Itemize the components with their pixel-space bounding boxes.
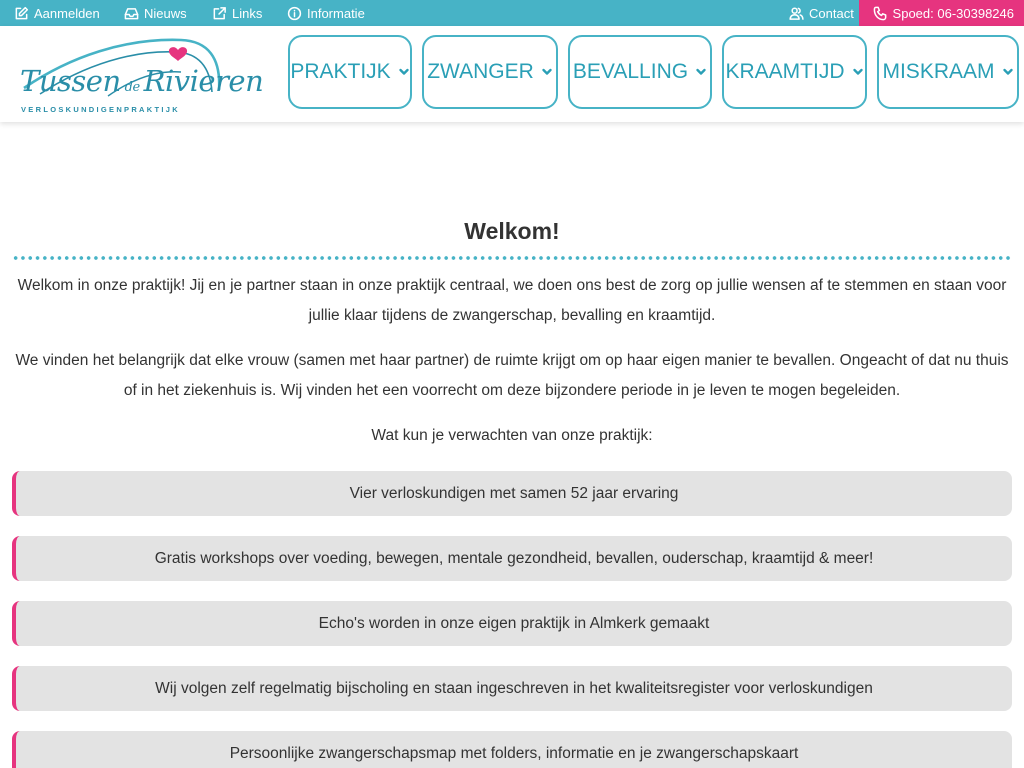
- feature-card-text: Wij volgen zelf regelmatig bijscholing en staan ingeschreven in het kwaliteitsregister voor verloskundigen: [155, 679, 873, 697]
- nav-praktijk[interactable]: [288, 35, 412, 109]
- logo-word-rivieren: Rivieren: [143, 64, 264, 98]
- intro-paragraph: Welkom in onze praktijk! Jij en je partner staan in onze praktijk centraal, we doen ons best de zorg op jullie wensen af te stemmen en staan voor jullie klaar tijdens de zwangerschap, bevalling en kraamtijd.: [17, 277, 1007, 324]
- aanmelden-label: Aanmelden: [34, 5, 100, 21]
- nav-miskraam-label: MISKRAAM: [882, 60, 995, 83]
- top-bar: [0, 0, 1024, 26]
- contact-label: Contact: [809, 5, 854, 21]
- inbox-icon: [124, 6, 139, 21]
- links-label: Links: [232, 5, 263, 21]
- nieuws-label: Nieuws: [144, 5, 187, 21]
- site-logo[interactable]: [16, 34, 264, 116]
- nav-zwanger-label: ZWANGER: [427, 60, 534, 83]
- nav-kraamtijd[interactable]: [722, 35, 867, 109]
- spoed-label: Spoed: 06-30398246: [892, 5, 1014, 21]
- feature-card: [12, 666, 1012, 711]
- spoed-link[interactable]: [859, 0, 1024, 26]
- feature-card: [12, 471, 1012, 516]
- external-link-icon: [212, 6, 227, 21]
- logo-subtitle: VERLOSKUNDIGENPRAKTIJK: [21, 105, 180, 114]
- site-header: [0, 26, 1024, 122]
- phone-icon: [873, 6, 888, 21]
- nav-bevalling-label: BEVALLING: [572, 60, 689, 83]
- edit-icon: [14, 6, 29, 21]
- info-icon: [287, 6, 302, 21]
- dotted-divider: [12, 256, 1012, 260]
- chevron-down-icon: [1002, 66, 1014, 78]
- logo-word-tussen: Tussen: [20, 64, 121, 98]
- links-link[interactable]: [212, 0, 262, 26]
- feature-card-text: Gratis workshops over voeding, bewegen, mentale gezondheid, bevallen, ouderschap, kraamtijd & meer!: [154, 549, 874, 567]
- contact-link[interactable]: [789, 0, 854, 26]
- nav-miskraam[interactable]: [877, 35, 1019, 109]
- page-title: Welkom!: [464, 218, 560, 244]
- nav-kraamtijd-label: KRAAMTIJD: [725, 60, 845, 83]
- feature-card: [12, 731, 1012, 768]
- feature-card-text: Persoonlijke zwangerschapsmap met folders, informatie en je zwangerschapskaart: [229, 744, 799, 762]
- nav-zwanger[interactable]: [422, 35, 558, 109]
- informatie-link[interactable]: [287, 0, 365, 26]
- chevron-down-icon: [541, 66, 553, 78]
- users-icon: [789, 6, 804, 21]
- nav-praktijk-label: PRAKTIJK: [290, 60, 391, 83]
- heart-icon: [169, 47, 187, 61]
- feature-card: [12, 601, 1012, 646]
- feature-card-text: Vier verloskundigen met samen 52 jaar ervaring: [349, 484, 679, 502]
- feature-card-text: Echo's worden in onze eigen praktijk in Almkerk gemaakt: [318, 614, 710, 632]
- birth-choice-paragraph: We vinden het belangrijk dat elke vrouw (samen met haar partner) de ruimte krijgt om op haar eigen manier te bevallen. Ongeacht of dat nu thuis of in het ziekenhuis is. Wij vinden het een voorrecht om deze bijzondere periode in je leven te mogen begeleiden.: [15, 352, 1009, 399]
- chevron-down-icon: [852, 66, 864, 78]
- logo-script-text: [20, 64, 263, 98]
- informatie-label: Informatie: [307, 5, 365, 21]
- nav-bevalling[interactable]: [568, 35, 712, 109]
- feature-card: [12, 536, 1012, 581]
- aanmelden-link[interactable]: [14, 0, 100, 26]
- nieuws-link[interactable]: [124, 0, 187, 26]
- chevron-down-icon: [695, 66, 707, 78]
- expectations-heading: Wat kun je verwachten van onze praktijk:: [371, 427, 653, 444]
- logo-word-de: de: [124, 80, 140, 95]
- chevron-down-icon: [398, 66, 410, 78]
